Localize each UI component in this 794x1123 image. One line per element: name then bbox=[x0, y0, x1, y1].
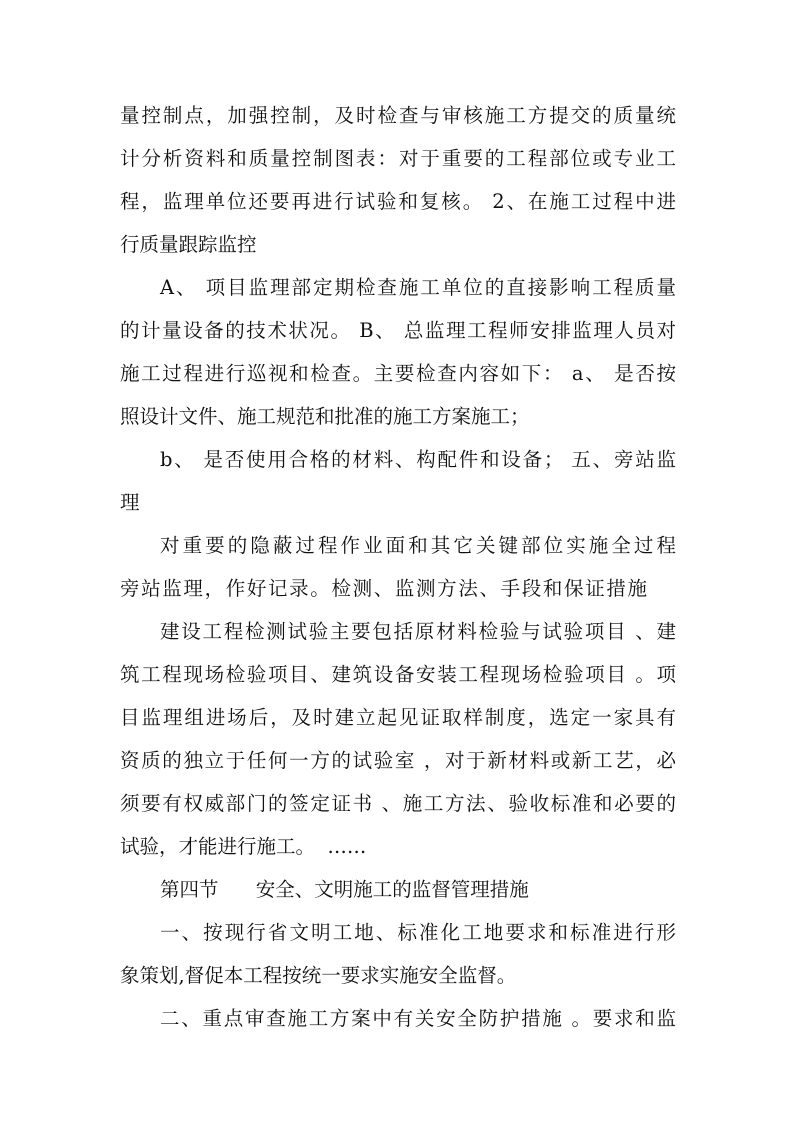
text-line: 象策划,督促本工程按统一要求实施安全监督。 bbox=[120, 964, 517, 987]
text-line: A、 项目监理部定期检查施工单位的直接影响工程质量 bbox=[160, 276, 676, 299]
text-line: 量控制点，加强控制，及时检查与审核施工方提交的质量统 bbox=[120, 104, 676, 127]
text-line: 须要有权威部门的签定证书 、施工方法、验收标准和必要的 bbox=[120, 792, 676, 815]
text-line: 的计量设备的技术状况。 B、 总监理工程师安排监理人员对 bbox=[120, 319, 676, 342]
text-line: 筑工程现场检验项目、建筑设备安装工程现场检验项目 。项 bbox=[120, 663, 676, 686]
text-line: 对重要的隐蔽过程作业面和其它关键部位实施全过程 bbox=[160, 534, 676, 557]
text-line: 理 bbox=[120, 491, 140, 514]
text-line: 行质量跟踪监控 bbox=[120, 233, 257, 256]
text-line: 二、重点审查施工方案中有关安全防护措施 。要求和监 bbox=[160, 1007, 676, 1030]
text-line: 试验，才能进行施工。 …… bbox=[120, 835, 367, 858]
text-line: 资质的独立于任何一方的试验室 ，对于新材料或新工艺，必 bbox=[120, 749, 676, 772]
section-heading: 第四节 安全、文明施工的监督管理措施 bbox=[160, 878, 529, 901]
text-line: 建设工程检测试验主要包括原材料检验与试验项目 、建 bbox=[160, 620, 676, 643]
text-line: 计分析资料和质量控制图表：对于重要的工程部位或专业工 bbox=[120, 147, 676, 170]
text-line: 照设计文件、施工规范和批准的施工方案施工； bbox=[120, 405, 530, 428]
text-line: 一、按现行省文明工地、标准化工地要求和标准进行形 bbox=[160, 921, 676, 944]
text-line: 程，监理单位还要再进行试验和复核。 2、在施工过程中进 bbox=[120, 190, 676, 213]
text-line: b、 是否使用合格的材料、构配件和设备； 五、旁站监 bbox=[160, 448, 676, 471]
text-line: 目监理组进场后，及时建立起见证取样制度，选定一家具有 bbox=[120, 706, 676, 729]
text-line: 施工过程进行巡视和检查。主要检查内容如下： a、 是否按 bbox=[120, 362, 676, 385]
text-line: 旁站监理，作好记录。检测、监测方法、手段和保证措施 bbox=[120, 577, 647, 600]
